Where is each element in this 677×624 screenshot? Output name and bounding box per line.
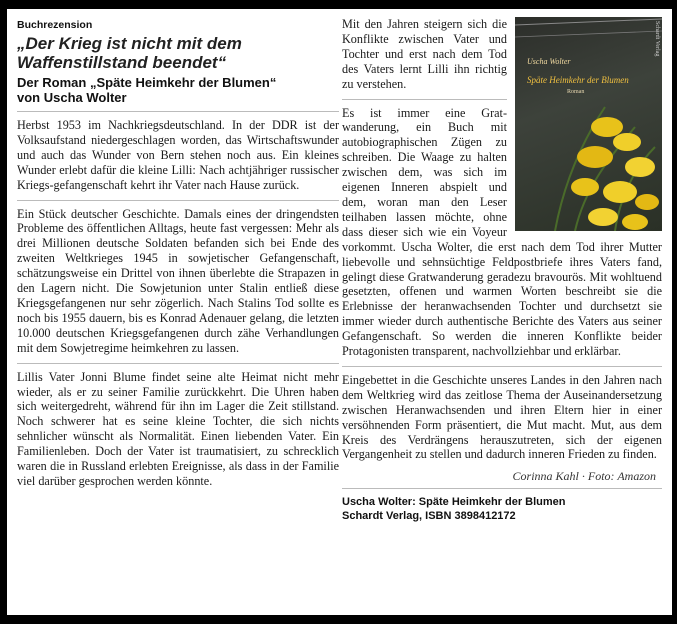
divider bbox=[342, 366, 662, 367]
paragraph-review: Es ist immer eine Grat-wanderung, ein Buch mit autobiographischen Zügen zu schreiben. Die Waage zu halten zwischen dem, was sich im eigenen Inneren abspielt und dem, woran man den Leser teilhaben lassen möchte, ohne dass dieser sich wie ein Voyeur vorkommt. Uscha Wolter, die erst nach dem Tod ihrer Mutter liebevolle und sehnsüchtige Feldpostbriefe ihres Vaters fand, gelingt diese Gratwanderung geradezu bravourös. Mit wohltuend gesetzten, offenen und warmen Worten beschreibt sie die Erlebnisse der heranwachsenden Tochter und durchsetzt sie immer wieder durch authentische Berichte des Vaters aus seiner Gefangenschaft. So werden die inneren Konflikte beider Protagonisten transparent, nachvollziehbar und erklärbar. bbox=[342, 105, 662, 359]
paragraph-history: Ein Stück deutscher Geschichte. Damals eines der dringendsten Probleme des öffentlichen Alltags, heute fast vergessen: Mehr als drei Millionen deutsche Soldaten befanden sich bei Ende des zweiten Weltkrieges 1945 in sowjetischer Gefangenschaft, schätzungsweise ein Drittel von ihnen überlebte die Strapazen in den Lagern nicht. Die Sowjetunion unter Stalin entließ diese Kriegsgefangenen nur sehr zögerlich. Nach Stalins Tod sollte es noch bis 1955 dauern, bis es Konrad Adenauer gelang, die letzten 10.000 deutschen Kriegsgefangenen durch zähe Verhandlungen mit dem Sowjetregime heimkehren zu lassen. bbox=[17, 206, 339, 355]
left-column bbox=[17, 19, 339, 496]
cover-subtitle: Roman bbox=[567, 89, 585, 95]
book-info-title: Uscha Wolter: Späte Heimkehr der Blumen bbox=[342, 496, 566, 509]
paragraph-conflicts: Mit den Jahren steigern sich die Konflikte zwischen Vater und Tochter und erst nach dem Tod des Vaters lernt Lilli ihn richtig zu verstehen. bbox=[342, 17, 507, 91]
article-subheadline bbox=[17, 75, 339, 105]
subhead-line-1: Der Roman „Späte Heimkehr der Blumen“ bbox=[17, 75, 277, 90]
book-cover-image bbox=[515, 17, 662, 231]
section-kicker: Buchrezension bbox=[17, 19, 93, 31]
paragraph-intro: Herbst 1953 im Nachkriegsdeutschland. In der DDR ist der Volksaufstand niedergeschlagen worden, das Wirtschaftswunder und auch das Wunder von Bern stehen noch aus. Ein kleines Wunder erlebt dafür die kleine Lilli: Nach achtjähriger russischer Kriegs-gefangenschaft kehrt ihr Vater nach Hause zurück. bbox=[17, 118, 339, 192]
author-credit: Corinna Kahl · Foto: Amazon bbox=[512, 469, 656, 484]
paragraph-conclusion: Eingebettet in die Geschichte unseres Landes in den Jahren nach dem Weltkrieg wird das zeitlose Thema der Auseinandersetzung zwischen Heranwachsenden und ihren Eltern hier in einer versöhnenden Form präsentiert, die Mut macht. Mut, aus dem Kreis des Verdrängens herauszutreten, sich der eigenen Vergangenheit zu stellen und dadurch inneren Frieden zu finden. bbox=[342, 372, 662, 462]
article-page bbox=[7, 9, 672, 615]
headline-line-1: „Der Krieg ist nicht mit dem bbox=[17, 34, 242, 53]
article-headline bbox=[17, 34, 339, 72]
cover-title: Späte Heimkehr der Blumen bbox=[527, 75, 629, 85]
headline-line-2: Waffenstillstand beendet“ bbox=[17, 53, 227, 72]
right-column bbox=[342, 17, 662, 523]
divider bbox=[17, 111, 339, 112]
cover-flower-illustration bbox=[515, 17, 662, 231]
divider bbox=[342, 99, 507, 100]
cover-publisher: Schardt Verlag bbox=[654, 21, 660, 57]
divider bbox=[17, 363, 339, 364]
book-info-box bbox=[342, 495, 662, 523]
paragraph-father: Lillis Vater Jonni Blume findet seine alte Heimat nicht mehr wieder, als er zu seiner Familie zurückkehrt. Die Uhren haben sich weitergedreht, während für ihn im Lager die Zeit stillstand. Noch schwerer hat es seine kleine Tochter, die sich nichts sehnlicher wünscht als Normalität. Einen liebenden Vater. Ein Familienleben. Doch der Vater ist traumatisiert, zu schrecklich waren die in Russland erlebten Ereignisse, als dass in der Familie viel darüber gesprochen werden könnte. bbox=[17, 369, 339, 488]
cover-author: Uscha Wolter bbox=[527, 57, 571, 66]
subhead-line-2: von Uscha Wolter bbox=[17, 90, 127, 105]
divider bbox=[17, 200, 339, 201]
divider bbox=[342, 488, 662, 489]
book-info-publisher: Schardt Verlag, ISBN 3898412172 bbox=[342, 510, 516, 523]
